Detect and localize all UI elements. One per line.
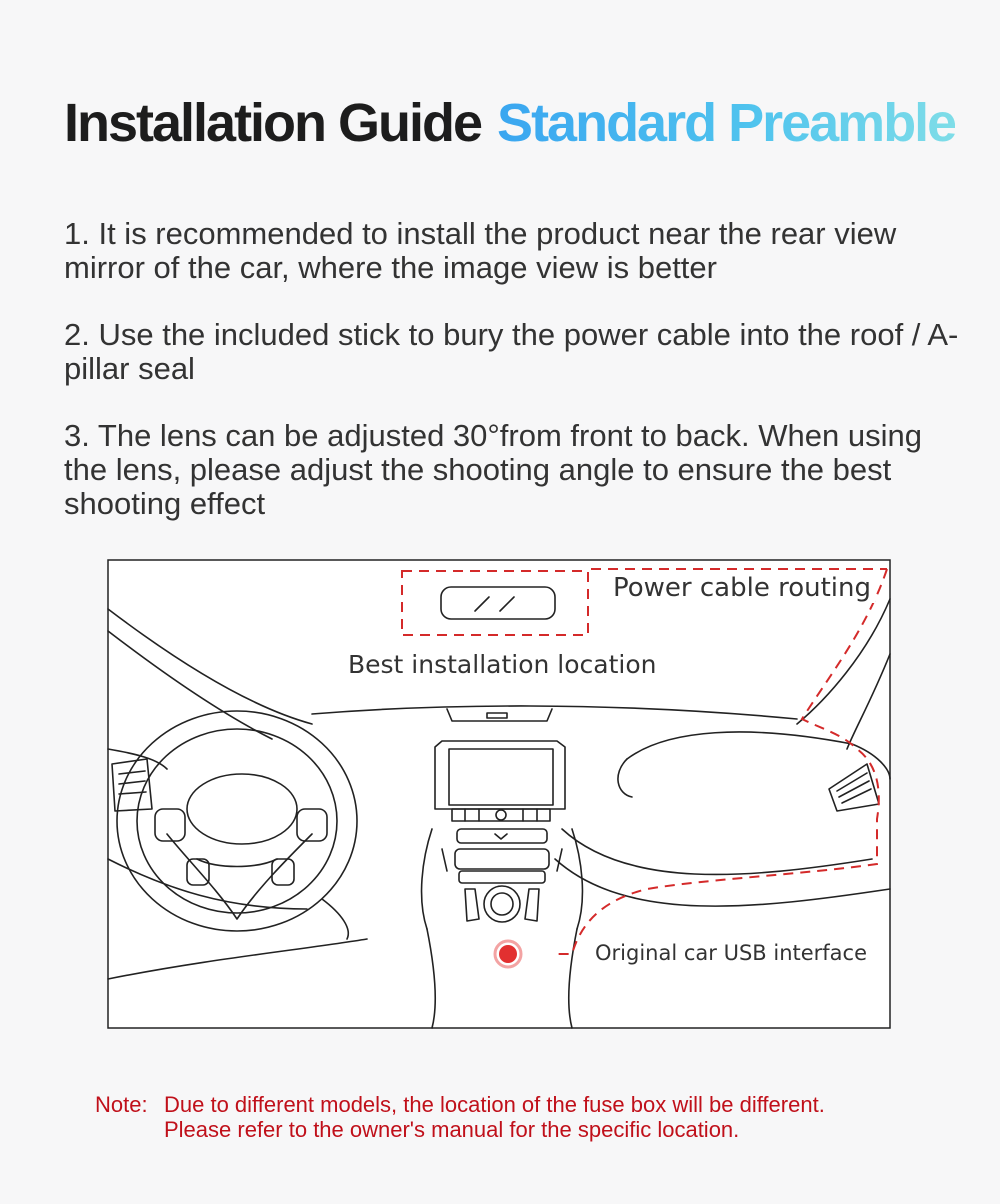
install-location-label: Best installation location <box>348 650 657 679</box>
page-title <box>64 92 955 154</box>
title-main: Installation Guide <box>64 93 482 153</box>
usb-interface-label: Original car USB interface <box>592 941 870 965</box>
title-accent: Standard Preamble <box>497 93 956 153</box>
power-cable-label: Power cable routing <box>609 573 875 603</box>
step-2: 2. Use the included stick to bury the power cable into the roof / A-pillar seal <box>64 317 959 386</box>
step-1: 1. It is recommended to install the product near the rear view mirror of the car, where the image view is better <box>64 216 897 285</box>
note-label: Note: <box>95 1092 148 1117</box>
step-3: 3. The lens can be adjusted 30°from front to back. When using the lens, please adjust the shooting angle to ensure the best shooting effect <box>64 418 922 521</box>
note-line-1: Due to different models, the location of the fuse box will be different. <box>164 1092 825 1117</box>
note-line-2: Please refer to the owner's manual for the specific location. <box>164 1117 740 1142</box>
installation-diagram <box>107 559 891 1029</box>
